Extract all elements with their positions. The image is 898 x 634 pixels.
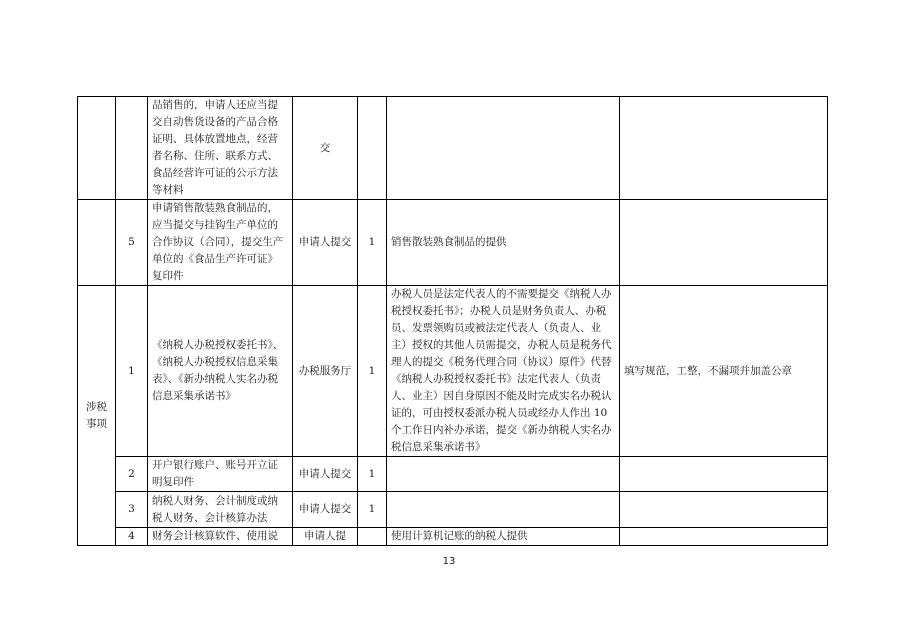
index-cell: 4 — [116, 528, 148, 546]
source-cell: 申请人提交 — [293, 200, 358, 286]
page-number: 13 — [442, 556, 456, 567]
requirement-cell — [620, 492, 828, 528]
index-cell: 5 — [116, 200, 148, 286]
material-cell: 《纳税人办税授权委托书》、《纳税人办税授权信息采集表》、《新办纳税人实名办税信息采集承诺书》 — [148, 286, 293, 457]
source-cell: 申请人提 — [293, 528, 358, 546]
table-row — [78, 200, 828, 286]
source-cell: 办税服务厅 — [293, 286, 358, 457]
index-cell: 2 — [116, 457, 148, 492]
note-cell — [387, 97, 620, 200]
quantity-cell: 1 — [358, 200, 387, 286]
material-cell: 申请销售散装熟食制品的，应当提交与挂钩生产单位的合作协议（合同），提交生产单位的《食品生产许可证》复印件 — [148, 200, 293, 286]
table-row — [78, 492, 828, 528]
category-cell — [78, 200, 116, 286]
quantity-cell: 1 — [358, 286, 387, 457]
index-cell — [116, 97, 148, 200]
note-cell: 销售散装熟食制品的提供 — [387, 200, 620, 286]
requirement-cell: 填写规范，工整，不漏项并加盖公章 — [620, 286, 828, 457]
quantity-cell — [358, 97, 387, 200]
table-row — [78, 286, 828, 457]
material-cell: 纳税人财务、会计制度或纳税人财务、会计核算办法 — [148, 492, 293, 528]
table-row — [78, 97, 828, 200]
quantity-cell — [358, 528, 387, 546]
requirement-cell — [620, 528, 828, 546]
note-cell — [387, 457, 620, 492]
material-cell: 财务会计核算软件、使用说 — [148, 528, 293, 546]
note-cell: 办税人员是法定代表人的不需要提交《纳税人办税授权委托书》；办税人员是财务负责人、办税员、发票领购员或被法定代表人（负责人、业主）授权的其他人员需提交，办税人员是税务代理人的提交《税务代理合同（协议）原件》代替《纳税人办税授权委托书》法定代表人（负责人、业主）因自身原因不能及时完成实名办税认证的，可由授权委派办税人员或经办人作出 10 个工作日内补办承诺，提交《新办纳税人实名办税信息采集承诺书》 — [387, 286, 620, 457]
source-cell: 交 — [293, 97, 358, 200]
requirement-cell — [620, 97, 828, 200]
index-cell: 3 — [116, 492, 148, 528]
material-cell: 开户银行账户、账号开立证明复印件 — [148, 457, 293, 492]
requirements-table — [77, 96, 828, 546]
quantity-cell: 1 — [358, 492, 387, 528]
category-cell — [78, 97, 116, 200]
source-cell: 申请人提交 — [293, 457, 358, 492]
material-cell: 品销售的，申请人还应当提交自动售货设备的产品合格证明、具体放置地点，经营者名称、住所、联系方式、食品经营许可证的公示方法等材料 — [148, 97, 293, 200]
table-row — [78, 528, 828, 546]
note-cell: 使用计算机记账的纳税人提供 — [387, 528, 620, 546]
requirement-cell — [620, 200, 828, 286]
index-cell: 1 — [116, 286, 148, 457]
requirement-cell — [620, 457, 828, 492]
quantity-cell: 1 — [358, 457, 387, 492]
note-cell — [387, 492, 620, 528]
source-cell: 申请人提交 — [293, 492, 358, 528]
category-cell-tax: 涉税事项 — [78, 286, 116, 546]
table-row — [78, 457, 828, 492]
